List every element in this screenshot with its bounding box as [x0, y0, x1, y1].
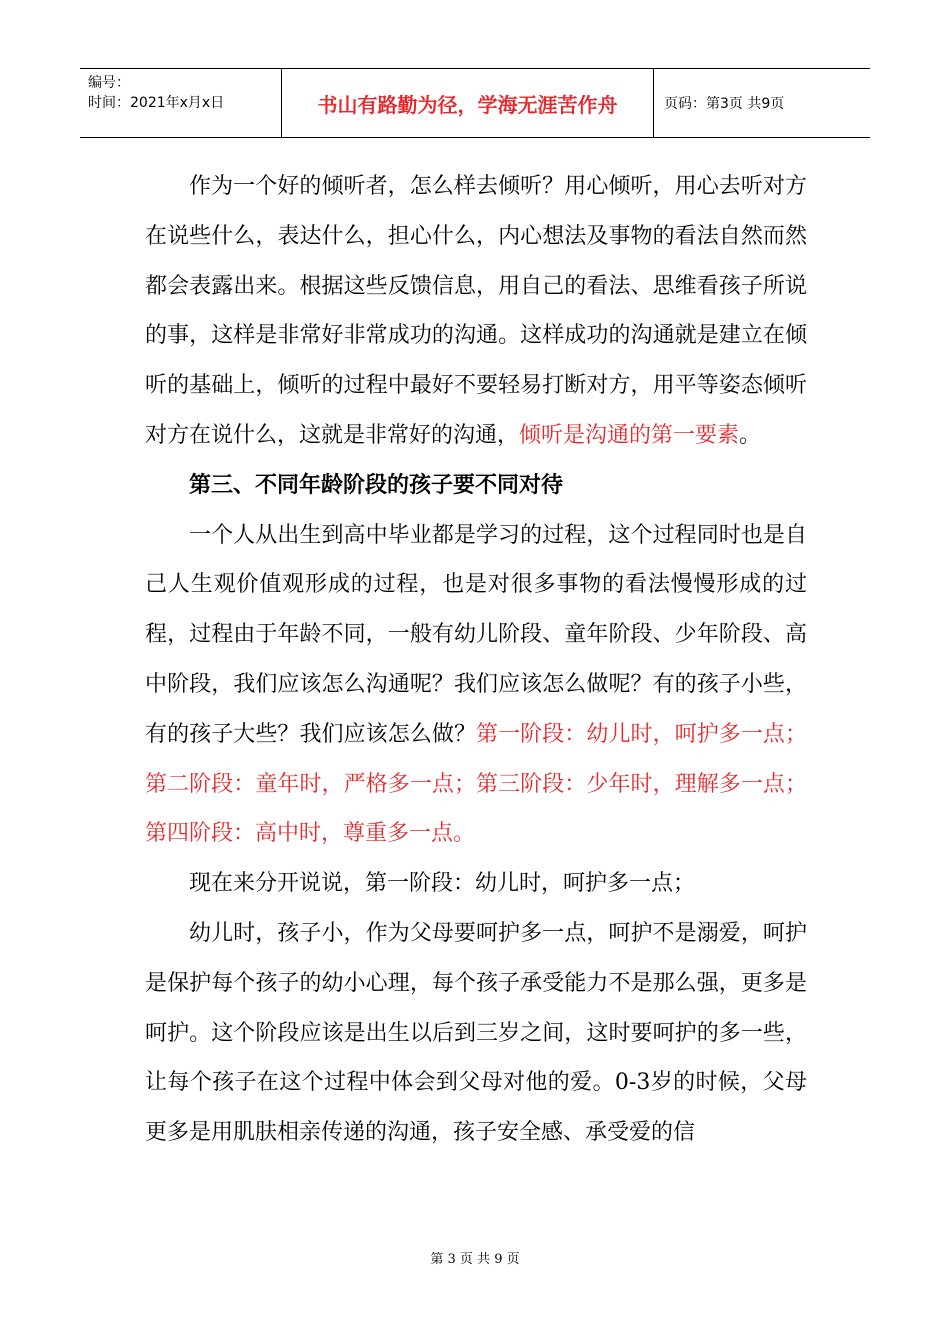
highlighted-text: 第一阶段：幼儿时，呵护多一点；第二阶段：童年时，严格多一点；第三阶段：少年时，理解多一点；第四阶段：高中时，尊重多一点。 — [145, 721, 807, 847]
paragraph-tail: 。 — [739, 422, 762, 448]
highlighted-text: 倾听是沟通的第一要素 — [519, 422, 740, 448]
paragraph-listening — [145, 162, 807, 461]
section-heading: 第三、不同年龄阶段的孩子要不同对待 — [189, 472, 564, 498]
paragraph-text: 作为一个好的倾听者，怎么样去倾听？用心倾听，用心去听对方在说些什么，表达什么，担心什么，内心想法及事物的看法自然而然都会表露出来。根据这些反馈信息，用自己的看法、思维看孩子所说的事，这样是非常好非常成功的沟通。这样成功的沟通就是建立在倾听的基础上，倾听的过程中最好不要轻易打断对方，用平等姿态倾听对方在说什么，这就是非常好的沟通， — [145, 174, 807, 448]
serial-label: 编号： — [88, 75, 130, 91]
paragraph-text: 一个人从出生到高中毕业都是学习的过程，这个过程同时也是自己人生观价值观形成的过程，也是对很多事物的看法慢慢形成的过程，过程由于年龄不同，一般有幼儿阶段、童年阶段、少年阶段、高中阶段，我们应该怎么沟通呢？我们应该怎么做呢？有的孩子小些，有的孩子大些？我们应该怎么做？ — [145, 522, 807, 747]
paragraph-infant-stage: 幼儿时，孩子小，作为父母要呵护多一点，呵护不是溺爱，呵护是保护每个孩子的幼小心理，每个孩子承受能力不是那么强，更多是呵护。这个阶段应该是出生以后到三岁之间，这时要呵护的多一些，让每个孩子在这个过程中体会到父母对他的爱。0-3岁的时候，父母更多是用肌肤相亲传递的沟通，孩子安全感、承受爱的信 — [145, 920, 807, 1146]
page-header — [80, 68, 870, 138]
header-meta — [80, 69, 282, 137]
header-motto: 书山有路勤为径，学海无涯苦作舟 — [282, 69, 654, 137]
document-body — [145, 162, 807, 1158]
header-page-info: 页码：第3页 共9页 — [664, 96, 785, 112]
date-label: 时间：2021年x月x日 — [88, 95, 225, 111]
paragraph-stages — [145, 511, 807, 860]
paragraph-intro-stage-one: 现在来分开说说，第一阶段：幼儿时，呵护多一点； — [189, 871, 696, 897]
page-footer: 第 3 页 共 9 页 — [430, 1252, 520, 1267]
